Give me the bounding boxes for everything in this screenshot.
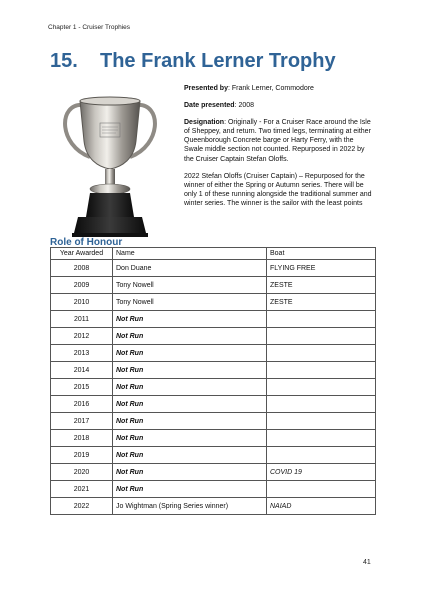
year-cell: 2014 bbox=[51, 362, 113, 379]
presented-by-label: Presented by bbox=[184, 85, 228, 92]
table-row bbox=[51, 294, 376, 311]
table-row bbox=[51, 260, 376, 277]
boat-cell bbox=[267, 328, 376, 345]
column-header-name: Name bbox=[113, 248, 267, 260]
boat-cell bbox=[267, 413, 376, 430]
name-cell: Not Run bbox=[113, 311, 267, 328]
year-cell: 2012 bbox=[51, 328, 113, 345]
boat-cell bbox=[267, 481, 376, 498]
date-label: Date presented bbox=[184, 102, 235, 110]
boat-cell: NAIAD bbox=[267, 498, 376, 515]
year-cell: 2015 bbox=[51, 379, 113, 396]
table-row bbox=[51, 362, 376, 379]
boat-cell: FLYING FREE bbox=[267, 260, 376, 277]
name-cell: Not Run bbox=[113, 481, 267, 498]
year-cell: 2011 bbox=[51, 311, 113, 328]
table-row bbox=[51, 481, 376, 498]
name-cell: Not Run bbox=[113, 413, 267, 430]
name-cell: Not Run bbox=[113, 464, 267, 481]
boat-cell bbox=[267, 447, 376, 464]
trophy-info bbox=[184, 84, 372, 216]
trophy-photo bbox=[50, 85, 170, 240]
designation-value: : Originally - For a Cruiser Race around the Isle of Sheppey, and return. Two timed legs, terminating at either Queenborough Concrete barge or Harty Ferry, with the Swale middle section not counted. Repurposed in 2022 by the Cruiser Captain Stefan Oloffs. bbox=[184, 119, 371, 163]
role-of-honour-heading: Role of Honour bbox=[50, 237, 123, 248]
table-row bbox=[51, 277, 376, 294]
year-cell: 2017 bbox=[51, 413, 113, 430]
year-cell: 2019 bbox=[51, 447, 113, 464]
column-header-boat: Boat bbox=[267, 248, 376, 260]
name-cell: Not Run bbox=[113, 430, 267, 447]
table-row bbox=[51, 430, 376, 447]
year-cell: 2008 bbox=[51, 260, 113, 277]
year-cell: 2013 bbox=[51, 345, 113, 362]
name-cell: Not Run bbox=[113, 362, 267, 379]
name-cell: Not Run bbox=[113, 379, 267, 396]
year-cell: 2018 bbox=[51, 430, 113, 447]
table-row bbox=[51, 396, 376, 413]
name-cell: Tony Nowell bbox=[113, 294, 267, 311]
table-row bbox=[51, 345, 376, 362]
date-value: : 2008 bbox=[234, 102, 255, 110]
name-cell: Not Run bbox=[113, 447, 267, 464]
boat-cell bbox=[267, 311, 376, 328]
role-of-honour-table bbox=[50, 247, 376, 515]
name-cell: Jo Wightman (Spring Series winner) bbox=[113, 498, 267, 515]
title-text: The Frank Lerner Trophy bbox=[100, 50, 336, 72]
chapter-header: Chapter 1 - Cruiser Trophies bbox=[48, 24, 131, 31]
year-cell: 2010 bbox=[51, 294, 113, 311]
name-cell: Don Duane bbox=[113, 260, 267, 277]
year-cell: 2021 bbox=[51, 481, 113, 498]
boat-cell bbox=[267, 396, 376, 413]
boat-cell bbox=[267, 379, 376, 396]
repurpose-note: 2022 Stefan Oloffs (Cruiser Captain) – Repurposed for the winner of either the Spring or Autumn series. There will be only 1 of these running alongside the traditional summer and winter series. The winner is the sailor with the least points bbox=[184, 172, 372, 207]
year-cell: 2016 bbox=[51, 396, 113, 413]
year-cell: 2009 bbox=[51, 277, 113, 294]
table-row bbox=[51, 328, 376, 345]
table-header-row bbox=[51, 248, 376, 260]
page-title bbox=[50, 50, 336, 73]
column-header-year: Year Awarded bbox=[51, 248, 113, 260]
section-number: 15. bbox=[50, 50, 78, 72]
boat-cell bbox=[267, 430, 376, 447]
presented-by bbox=[184, 84, 372, 93]
table-row bbox=[51, 379, 376, 396]
designation-label: Designation bbox=[184, 119, 225, 127]
boat-cell bbox=[267, 345, 376, 362]
page-number: 41 bbox=[363, 559, 371, 566]
boat-cell: ZESTE bbox=[267, 277, 376, 294]
table-row bbox=[51, 447, 376, 464]
boat-cell: ZESTE bbox=[267, 294, 376, 311]
year-cell: 2022 bbox=[51, 498, 113, 515]
name-cell: Not Run bbox=[113, 328, 267, 345]
presented-by-value: : Frank Lerner, Commodore bbox=[227, 85, 314, 92]
designation bbox=[184, 118, 372, 163]
table-row bbox=[51, 311, 376, 328]
name-cell: Tony Nowell bbox=[113, 277, 267, 294]
name-cell: Not Run bbox=[113, 396, 267, 413]
trophy-icon bbox=[50, 85, 170, 240]
boat-cell bbox=[267, 362, 376, 379]
name-cell: Not Run bbox=[113, 345, 267, 362]
year-cell: 2020 bbox=[51, 464, 113, 481]
table-row bbox=[51, 498, 376, 515]
date-presented bbox=[184, 101, 372, 110]
table-row bbox=[51, 464, 376, 481]
table-row bbox=[51, 413, 376, 430]
boat-cell: COVID 19 bbox=[267, 464, 376, 481]
